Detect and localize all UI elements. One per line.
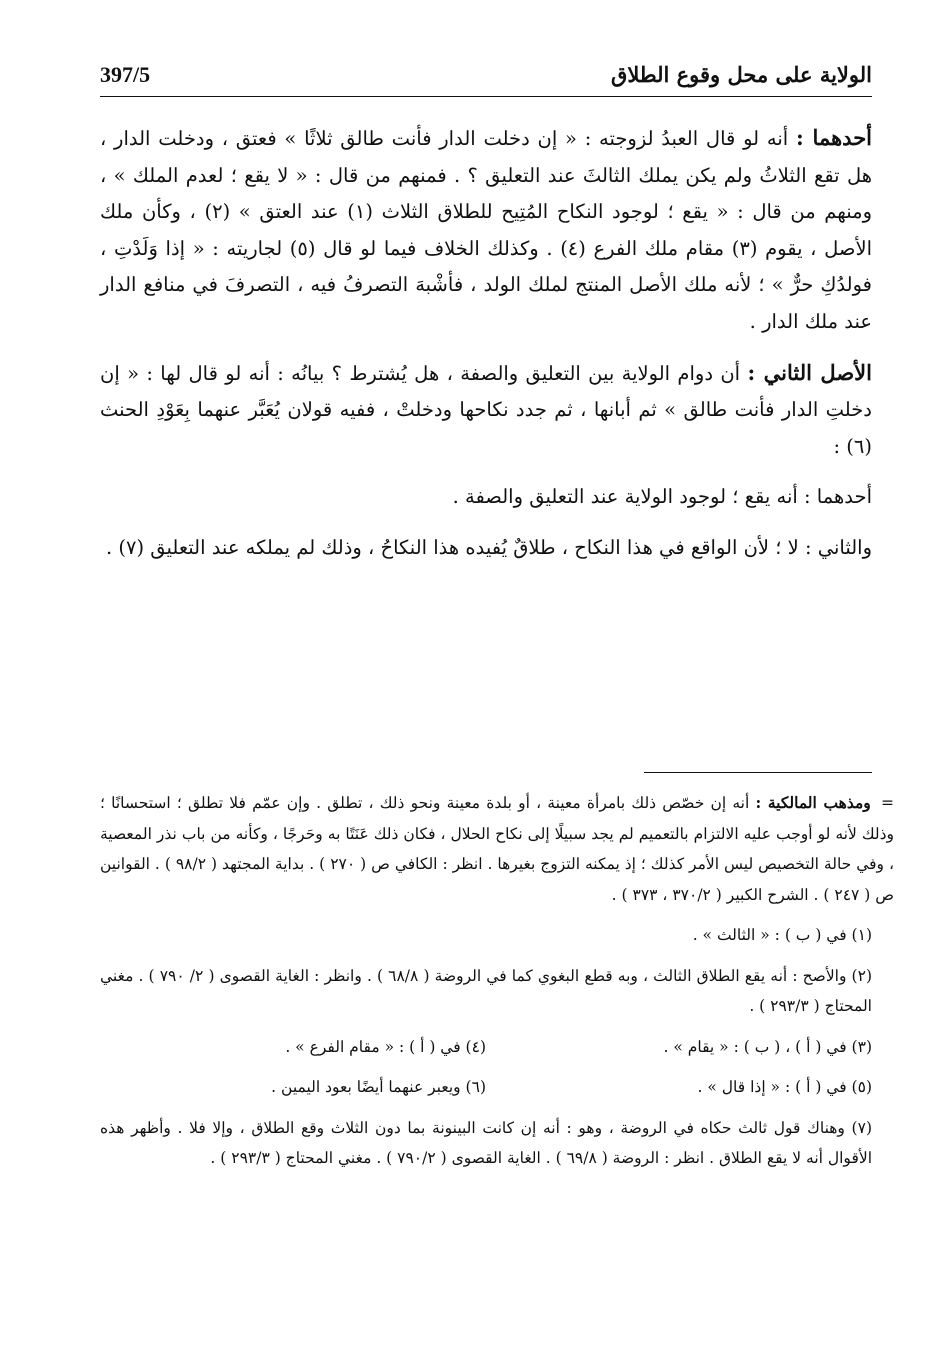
footnote-row — [100, 1072, 872, 1103]
footnote-6: (٦) ويعبر عنهما أيضًا بعود اليمين . — [271, 1078, 486, 1096]
footnote-1: (١) في ( ب ) : « الثالث » . — [692, 926, 872, 944]
footnote-row — [100, 1032, 872, 1063]
book-page — [100, 0, 895, 1345]
continuation-mark: = — [880, 794, 894, 812]
paragraph-second-principle — [100, 355, 872, 466]
footnote-2: (٢) والأصح : أنه يقع الطلاق الثالث ، وبه قطع البغوي كما في الروضة ( ٦٨/٨ ) . وانظر : الغاية القصوى ( ٢/ ٧٩٠ ) . مغني المحتاج ( ٢٩٣/٣ ) . — [100, 966, 872, 1015]
paragraph-lead: الأصل الثاني : — [747, 359, 872, 385]
main-text — [100, 120, 872, 581]
footnote-lead: ومذهب المالكية : — [755, 793, 871, 812]
footnote-text: أنه إن خصّص ذلك بامرأة معينة ، أو بلدة معينة ونحو ذلك ، تطلق . وإن عمّم فلا تطلق ؛ استحسانًا ؛ وذلك لأنه لو أوجب عليه الالتزام بالتعميم لم يجد سبيلًا إلى نكاح الحلال ، فكان ذلك عَنَتًا به وحَرجًا ، وكأنه من باب نذر المعصية ، وفي حالة التخصيص ليس الأمر كذلك ؛ إذ يمكنه التزوج بغيرها . انظر : الكافي ص ( ٢٧٠ ) . بداية المجتهد ( ٩٨/٢ ) . القوانين ص ( ٢٤٧ ) . الشرح الكبير ( ٣٧٠/٢ ، ٣٧٣ ) . — [100, 794, 895, 904]
footnote-continuation — [100, 788, 894, 910]
paragraph-second-opinion: والثاني : لا ؛ لأن الواقع في هذا النكاح ، طلاقٌ يُفيده هذا النكاحُ ، وذلك لم يملكه عند التعليق (٧) . — [105, 535, 872, 559]
paragraph-lead: أحدهما : — [795, 125, 873, 150]
paragraph-first-opinion: أحدهما : أنه يقع ؛ لوجود الولاية عند التعليق والصفة . — [452, 485, 872, 509]
footnotes — [100, 788, 895, 1184]
footnote-3: (٣) في ( أ ) ، ( ب ) : « يقام » . — [663, 1037, 872, 1056]
footnote-separator — [644, 772, 872, 773]
page-number: 397/5 — [100, 62, 151, 87]
footnote-5: (٥) في ( أ ) : « إذا قال » . — [697, 1078, 872, 1096]
footnote-7: (٧) وهناك قول ثالث حكاه في الروضة ، وهو : أنه إن كانت البينونة بما دون الثلاث وقع الطلاق ، وإلا فلا . وأظهر هذه الأقوال أنه لا يقع الطلاق . انظر : الروضة ( ٦٩/٨ ) . الغاية القصوى ( ٧٩٠/٢ ) . مغني المحتاج ( ٢٩٣/٣ ) . — [100, 1118, 872, 1167]
running-header — [100, 60, 872, 97]
paragraph-text: أن دوام الولاية بين التعليق والصفة ، هل يُشترط ؟ بيانُه : أنه لو قال لها : « إن دخلتِ الدار فأنت طالق » ثم أبانها ، ثم جدد نكاحها ودخلتْ ، ففيه قولان يُعَبَّر عنهما بِعَوْدِ الحنث (٦) : — [100, 361, 872, 458]
paragraph-first-branch — [100, 120, 872, 341]
footnote-4: (٤) في ( أ ) : « مقام الفرع » . — [285, 1037, 486, 1056]
chapter-title: الولاية على محل وقوع الطلاق — [611, 62, 872, 87]
paragraph-text: أنه لو قال العبدُ لزوجته : « إن دخلت الدار فأنت طالق ثلاثًا » فعتق ، ودخلت الدار ، هل تقع الثلاثُ ولم يكن يملك الثالثَ عند التعليق ؟ . فمنهم من قال : « لا يقع ؛ لعدم الملك » ، ومنهم من قال : « يقع ؛ لوجود النكاح المُتِيح للطلاق الثلاث (١) عند العتق » (٢) ، وكأن ملك الأصل ، يقوم (٣) مقام ملك الفرع (٤) . وكذلك الخلاف فيما لو قال (٥) لجاريته : « إذا وَلَدْتِ ، فولدُكِ حرٌّ » ؛ لأنه ملك الأصل المنتج لملك الولد ، فأشْبهَ التصرفُ فيه ، التصرفَ في منافع الدار عند ملك الدار . — [100, 127, 873, 333]
